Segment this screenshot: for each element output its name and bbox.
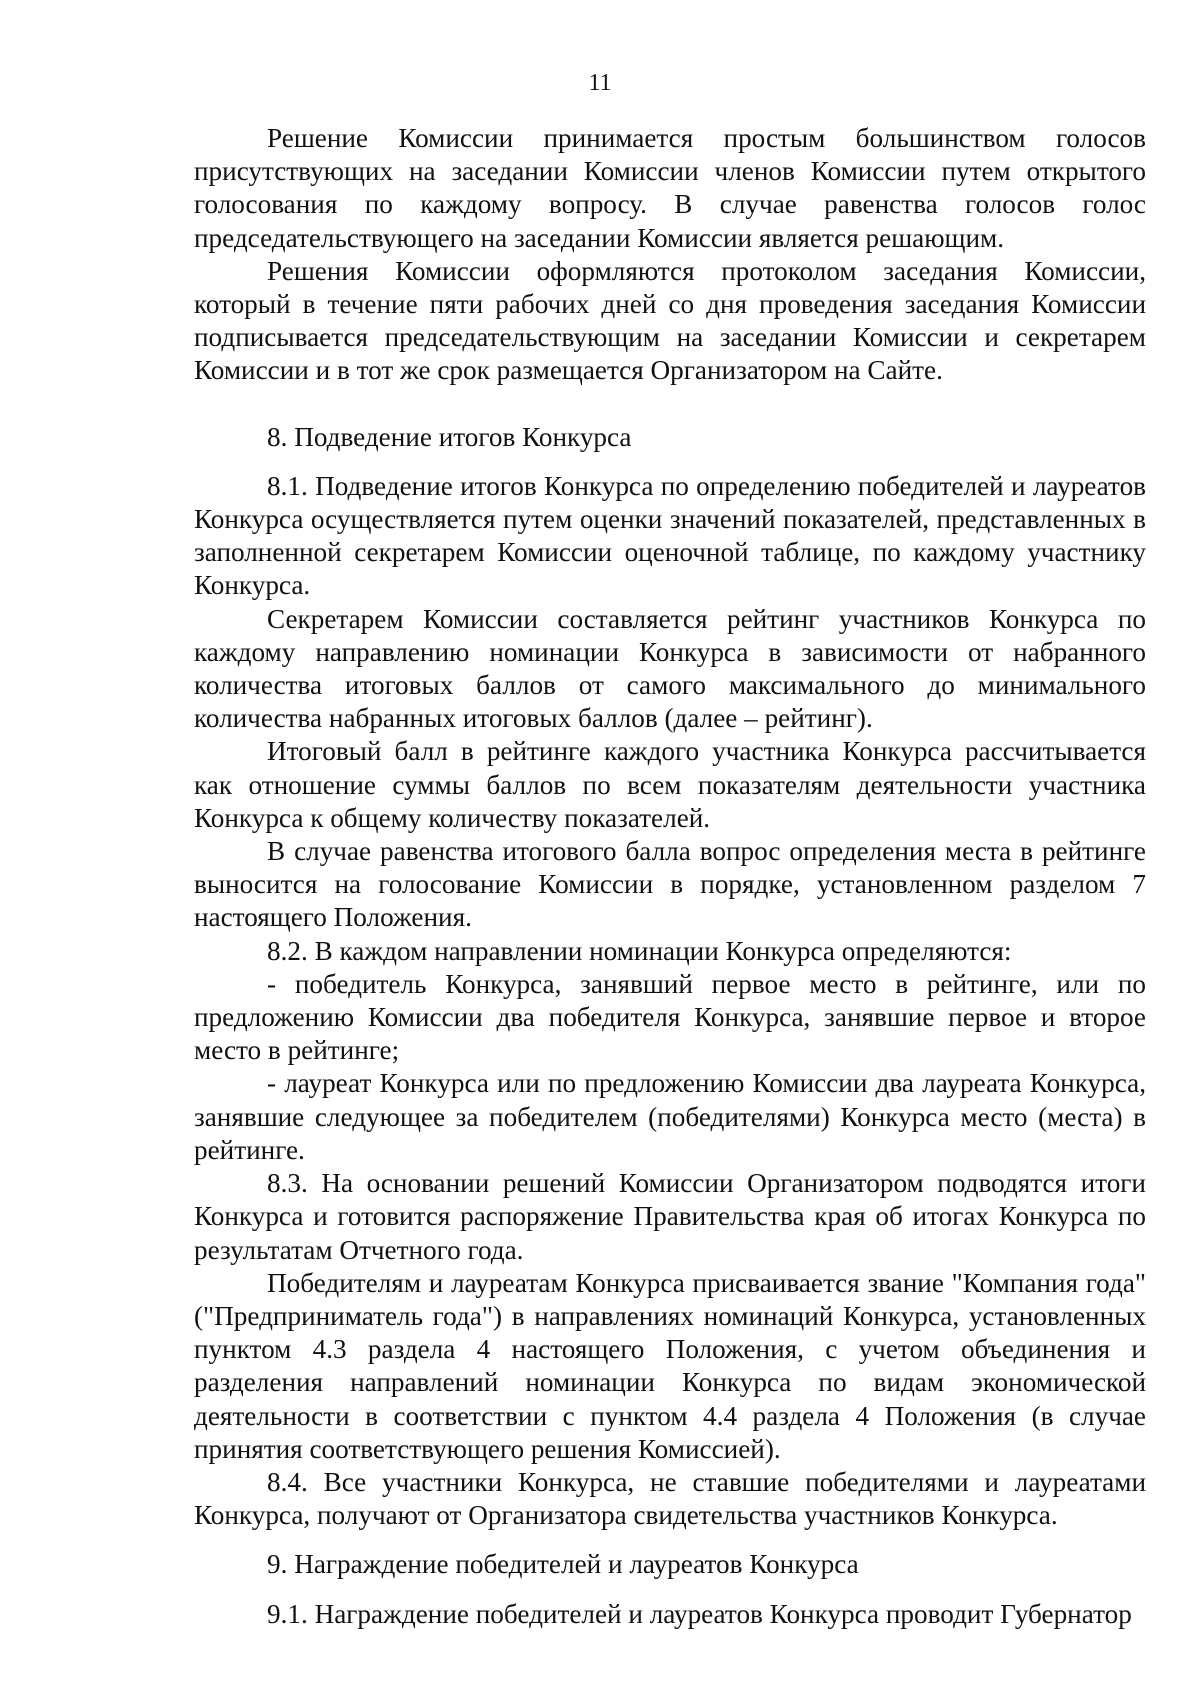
page-number: 11 xyxy=(588,70,612,96)
paragraph-8-3: 8.3. На основании решений Комиссии Организатором подводятся итоги Конкурса и готовится распоряжение Правительства края об итогах Конкурса по результатам Отчетного года. xyxy=(194,1168,1146,1265)
list-item-laureate: - лауреат Конкурса или по предложению Комиссии два лауреата Конкурса, занявшие следующее за победителем (победителями) Конкурса место (места) в рейтинге. xyxy=(194,1068,1146,1165)
paragraph-final-score: Итоговый балл в рейтинге каждого участника Конкурса рассчитывается как отношение суммы баллов по всем показателям деятельности участника Конкурса к общему количеству показателей. xyxy=(194,736,1146,833)
paragraph-commission-protocol: Решения Комиссии оформляются протоколом заседания Комиссии, который в течение пяти рабочих дней со дня проведения заседания Комиссии подписывается председательствующим на заседании Комиссии и секретарем Комиссии и в тот же срок размещается Организатором на Сайте. xyxy=(194,255,1146,386)
paragraph-8-1: 8.1. Подведение итогов Конкурса по определению победителей и лауреатов Конкурса осуществляется путем оценки значений показателей, представленных в заполненной секретарем Комиссии оценочной таблице, по каждому участнику Конкурса. xyxy=(194,470,1146,601)
paragraph-tie: В случае равенства итогового балла вопрос определения места в рейтинге выносится на голосование Комиссии в порядке, установленном разделом 7 настоящего Положения. xyxy=(194,836,1146,933)
section-heading-8: 8. Подведение итогов Конкурса xyxy=(267,421,632,452)
paragraph-8-2: 8.2. В каждом направлении номинации Конкурса определяются: xyxy=(267,935,1012,966)
paragraph-9-1: 9.1. Награждение победителей и лауреатов Конкурса проводит Губернатор xyxy=(267,1598,1132,1629)
section-heading-9: 9. Награждение победителей и лауреатов Конкурса xyxy=(267,1549,859,1580)
paragraph-rating: Секретарем Комиссии составляется рейтинг участников Конкурса по каждому направлению номинации Конкурса в зависимости от набранного количества итоговых баллов от самого максимального до минимального количества набранных итоговых баллов (далее – рейтинг). xyxy=(194,603,1146,734)
paragraph-commission-decision: Решение Комиссии принимается простым большинством голосов присутствующих на заседании Комиссии членов Комиссии путем открытого голосования по каждому вопросу. В случае равенства голосов голос председательствующего на заседании Комиссии является решающим. xyxy=(194,123,1146,253)
list-item-winner: - победитель Конкурса, занявший первое место в рейтинге, или по предложению Комиссии два победителя Конкурса, занявшие первое и второе место в рейтинге; xyxy=(194,968,1146,1066)
document-body xyxy=(194,122,1146,1631)
paragraph-8-4: 8.4. Все участники Конкурса, не ставшие победителями и лауреатами Конкурса, получают от Организатора свидетельства участников Конкурса. xyxy=(194,1466,1146,1531)
paragraph-title-award: Победителям и лауреатам Конкурса присваивается звание "Компания года" ("Предприниматель года") в направлениях номинаций Конкурса, установленных пунктом 4.3 раздела 4 настоящего Положения, с учетом объединения и разделения направлений номинации Конкурса по видам экономической деятельности в соответствии с пунктом 4.4 раздела 4 Положения (в случае принятия соответствующего решения Комиссией). xyxy=(194,1267,1146,1464)
